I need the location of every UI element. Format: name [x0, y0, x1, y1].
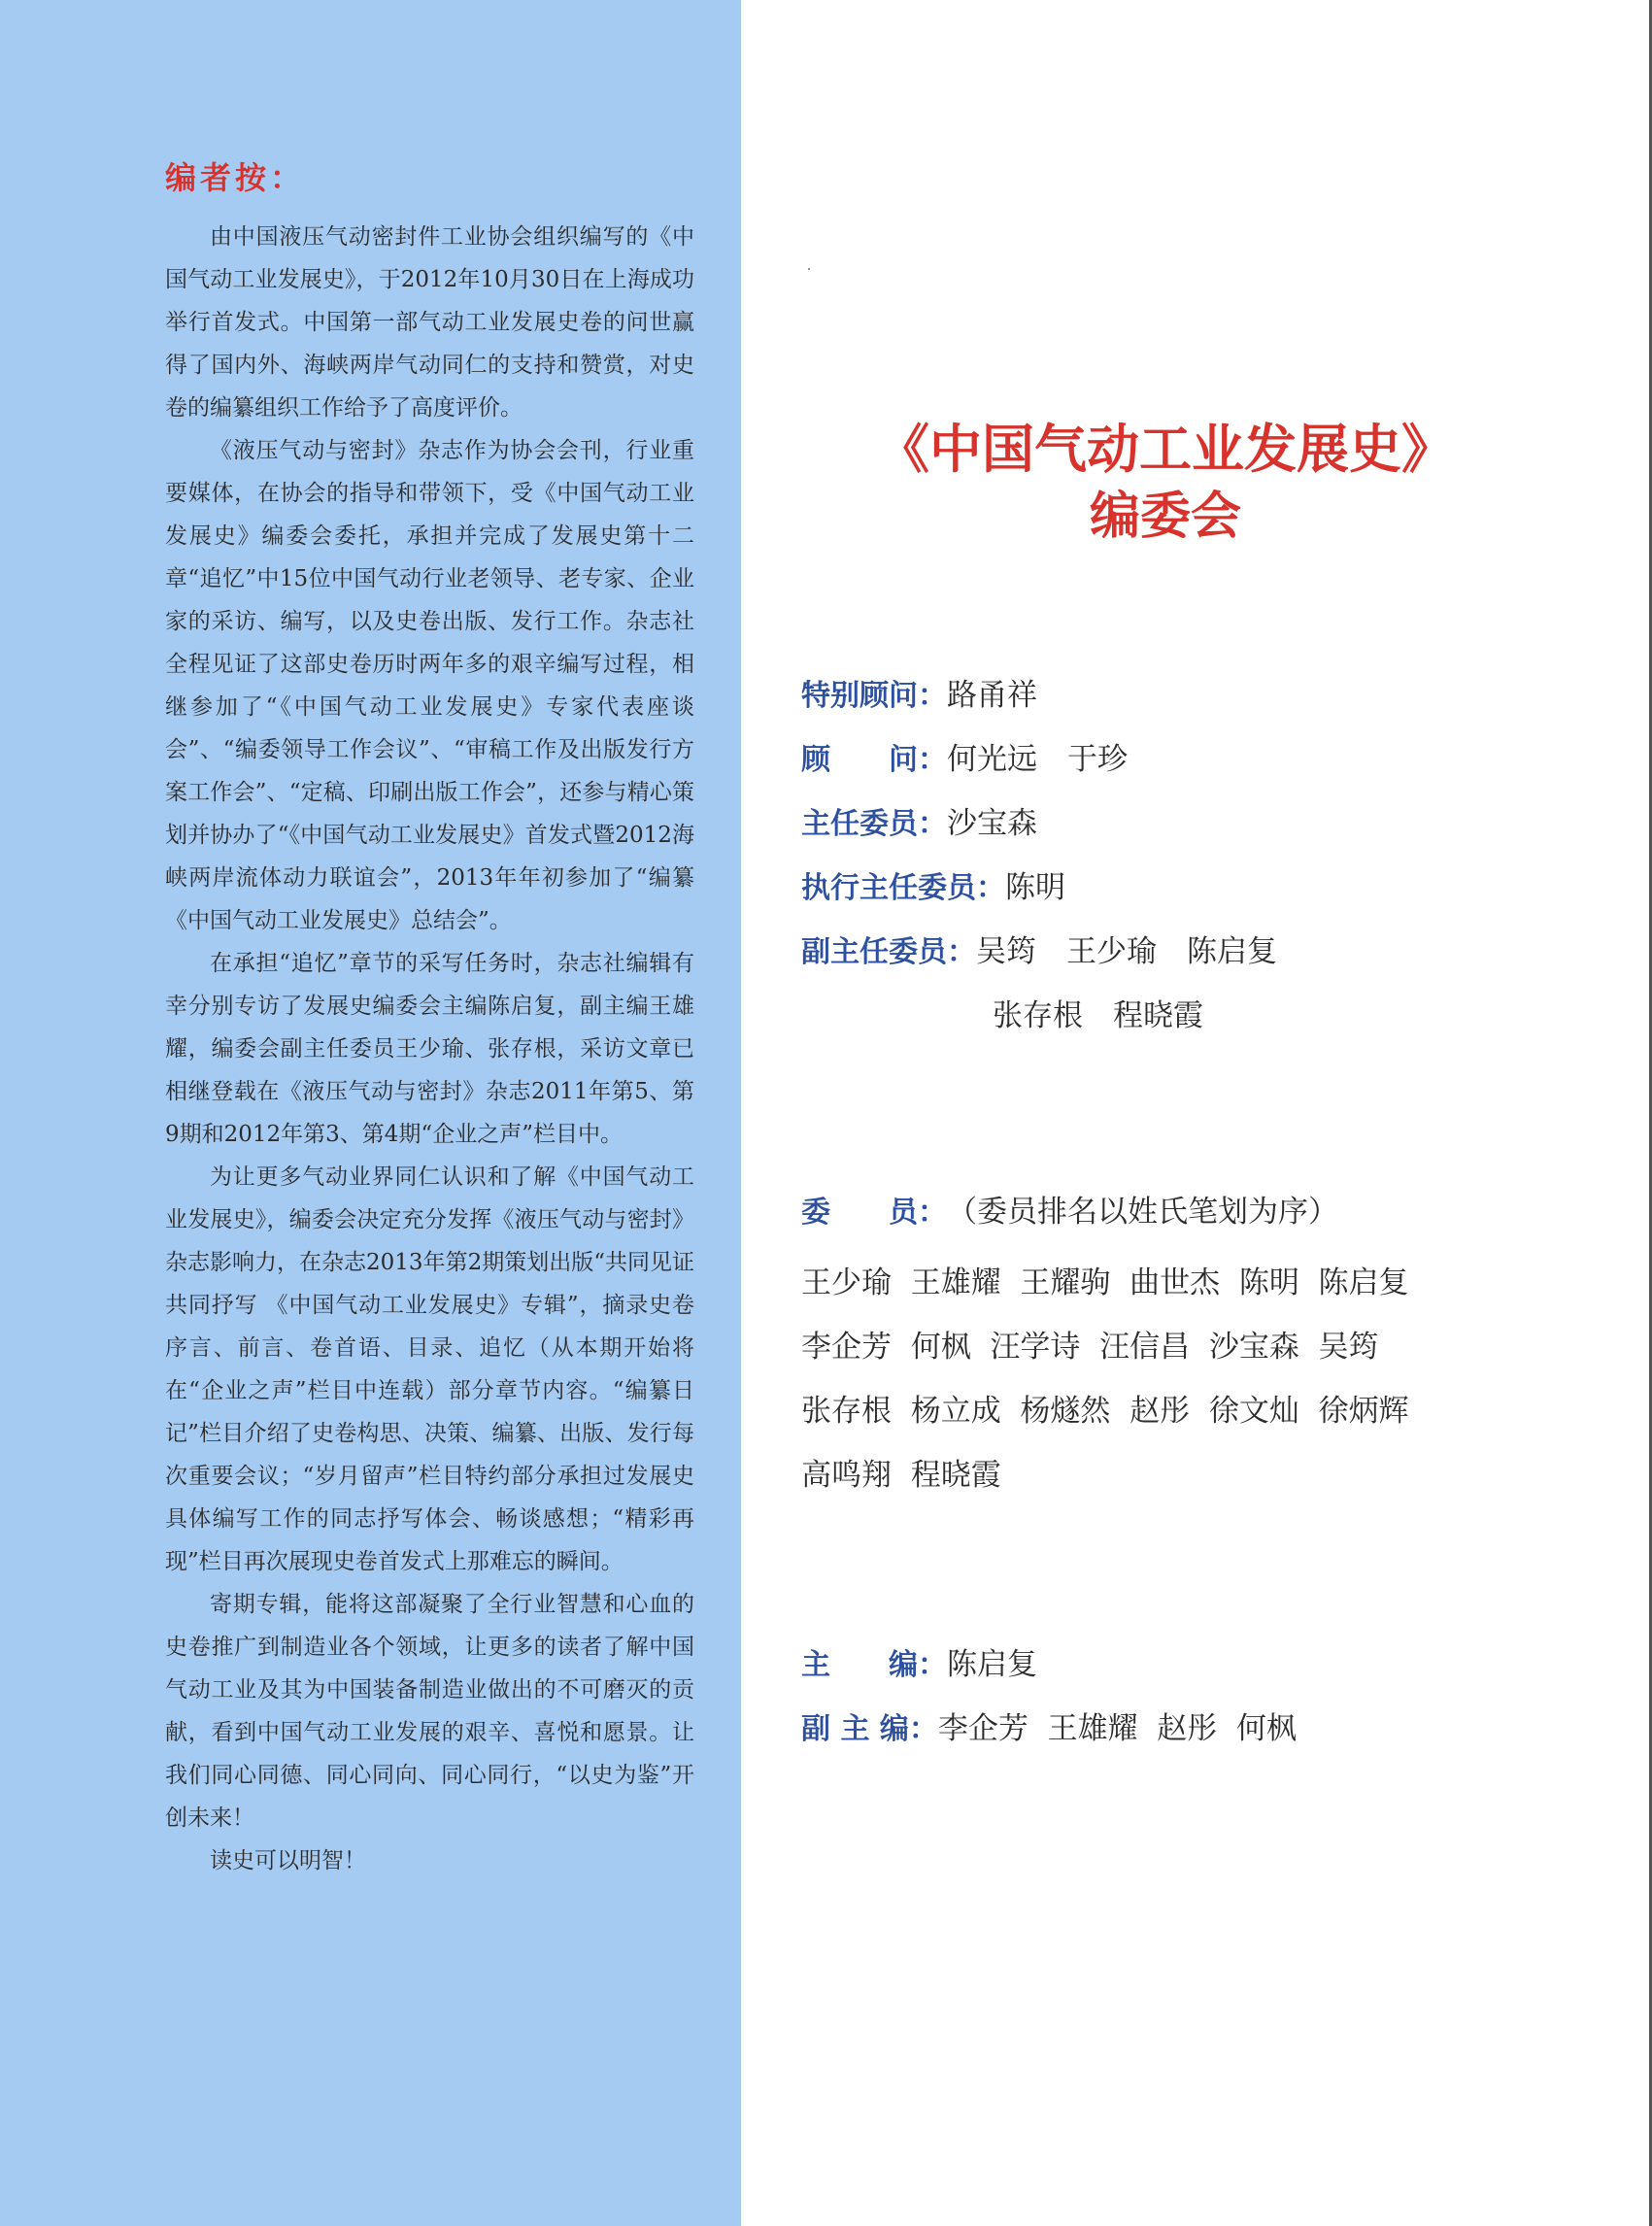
note-paragraph: 由中国液压气动密封件工业协会组织编写的《中国气动工业发展史》，于2012年10月30日在上海成功举行首发式。中国第一部气动工业发展史卷的问世赢得了国内外、海峡两岸气动同仁的支持和赞赏，对史卷的编纂组织工作给予了高度评价。	[165, 224, 694, 421]
member-line: 李企芳 何枫 汪学诗 汪信昌 沙宝森 吴筠	[801, 1330, 1379, 1365]
members-list	[801, 1251, 1578, 1507]
role-names: 陈启复	[947, 1647, 1037, 1682]
note-paragraph: 读史可以明智！	[210, 1848, 366, 1873]
note-paragraph: 为让更多气动业界同仁认识和了解《中国气动工业发展史》，编委会决定充分发挥《液压气动与密封》杂志影响力，在杂志2013年第2期策划出版“共同见证 共同抒写 《中国气动工业发展史》专辑”，摘录史卷序言、前言、卷首语、目录、追忆（从本期开始将在“企业之声”栏目中连载）部分章节内容。“编纂日记”栏目介绍了史卷构思、决策、编纂、出版、发行每次重要会议；“岁月留声”栏目特约部分承担过发展史具体编写工作的同志抒写体会、畅谈感想；“精彩再现”栏目再次展现史卷首发式上那难忘的瞬间。	[165, 1164, 694, 1574]
member-line: 张存根 杨立成 杨燧然 赵彤 徐文灿 徐炳辉	[801, 1394, 1409, 1429]
note-paragraph: 寄期专辑，能将这部凝聚了全行业智慧和心血的史卷推广到制造业各个领域，让更多的读者了解中国气动工业及其为中国装备制造业做出的不可磨灭的贡献，看到中国气动工业发展的艰辛、喜悦和愿景。让我们同心同德、同心同向、同心同行，“以史为鉴”开创未来！	[165, 1592, 694, 1831]
role-row	[801, 862, 1578, 927]
role-label: 执行主任委员：	[801, 871, 1005, 905]
role-names: 何光远 于珍	[947, 742, 1128, 777]
role-row	[801, 1187, 1578, 1251]
members-label: 委 员：	[801, 1196, 947, 1230]
members-header	[801, 1187, 1578, 1251]
note-paragraph: 《液压气动与密封》杂志作为协会会刊，行业重要媒体，在协会的指导和带领下，受《中国气动工业发展史》编委会委托，承担并完成了发展史第十二章“追忆”中15位中国气动行业老领导、老专家、企业家的采访、编写，以及史卷出版、发行工作。杂志社全程见证了这部史卷历时两年多的艰辛编写过程，相继参加了“《中国气动工业发展史》专家代表座谈会”、“编委领导工作会议”、“审稿工作及出版发行方案工作会”、“定稿、印刷出版工作会”，还参与精心策划并协办了“《中国气动工业发展史》首发式暨2012海峡两岸流体动力联谊会”，2013年年初参加了“编纂《中国气动工业发展史》总结会”。	[165, 438, 694, 933]
note-paragraph: 在承担“追忆”章节的采写任务时，杂志社编辑有幸分别专访了发展史编委会主编陈启复，副主编王雄耀，编委会副主任委员王少瑜、张存根，采访文章已相继登载在《液压气动与密封》杂志2011年第5、第9期和2012年第3、第4期“企业之声”栏目中。	[165, 951, 694, 1147]
role-names: 吴筠 王少瑜 陈启复	[976, 934, 1277, 969]
role-label: 主 编：	[801, 1648, 947, 1682]
role-row	[801, 1639, 1578, 1703]
role-label: 特别顾问：	[801, 679, 947, 713]
role-names: 陈明	[1005, 870, 1065, 905]
role-label: 副 主 编：	[801, 1712, 938, 1746]
role-row	[801, 734, 1578, 798]
role-label: 副主任委员：	[801, 935, 976, 969]
role-row	[801, 991, 1578, 1055]
role-names: 李企芳 王雄耀 赵彤 何枫	[937, 1711, 1298, 1746]
role-row	[801, 927, 1578, 991]
editor-note-heading: 编者按：	[165, 159, 306, 196]
role-names: 沙宝森	[947, 806, 1037, 841]
member-line: 王少瑜 王雄耀 王耀驹 曲世杰 陈明 陈启复	[801, 1265, 1409, 1300]
role-label: 主任委员：	[801, 807, 947, 841]
role-label: 顾 问：	[801, 743, 947, 777]
role-row	[801, 798, 1578, 862]
leadership-list	[801, 670, 1578, 1055]
role-names: 路甬祥	[947, 678, 1037, 713]
member-line: 高鸣翔 程晓霞	[801, 1458, 1001, 1493]
vice-chair-continued: 张存根 程晓霞	[993, 998, 1203, 1033]
print-dot	[808, 268, 810, 270]
editors-list	[801, 1639, 1578, 1768]
role-row	[801, 1703, 1578, 1768]
committee-title	[748, 416, 1583, 550]
committee-title-line1: 《中国气动工业发展史》	[877, 419, 1454, 480]
members-note: （委员排名以姓氏笔划为序）	[947, 1195, 1338, 1230]
editor-note-body	[165, 216, 694, 1882]
role-row	[801, 670, 1578, 734]
committee-title-line2: 编委会	[1089, 488, 1241, 546]
